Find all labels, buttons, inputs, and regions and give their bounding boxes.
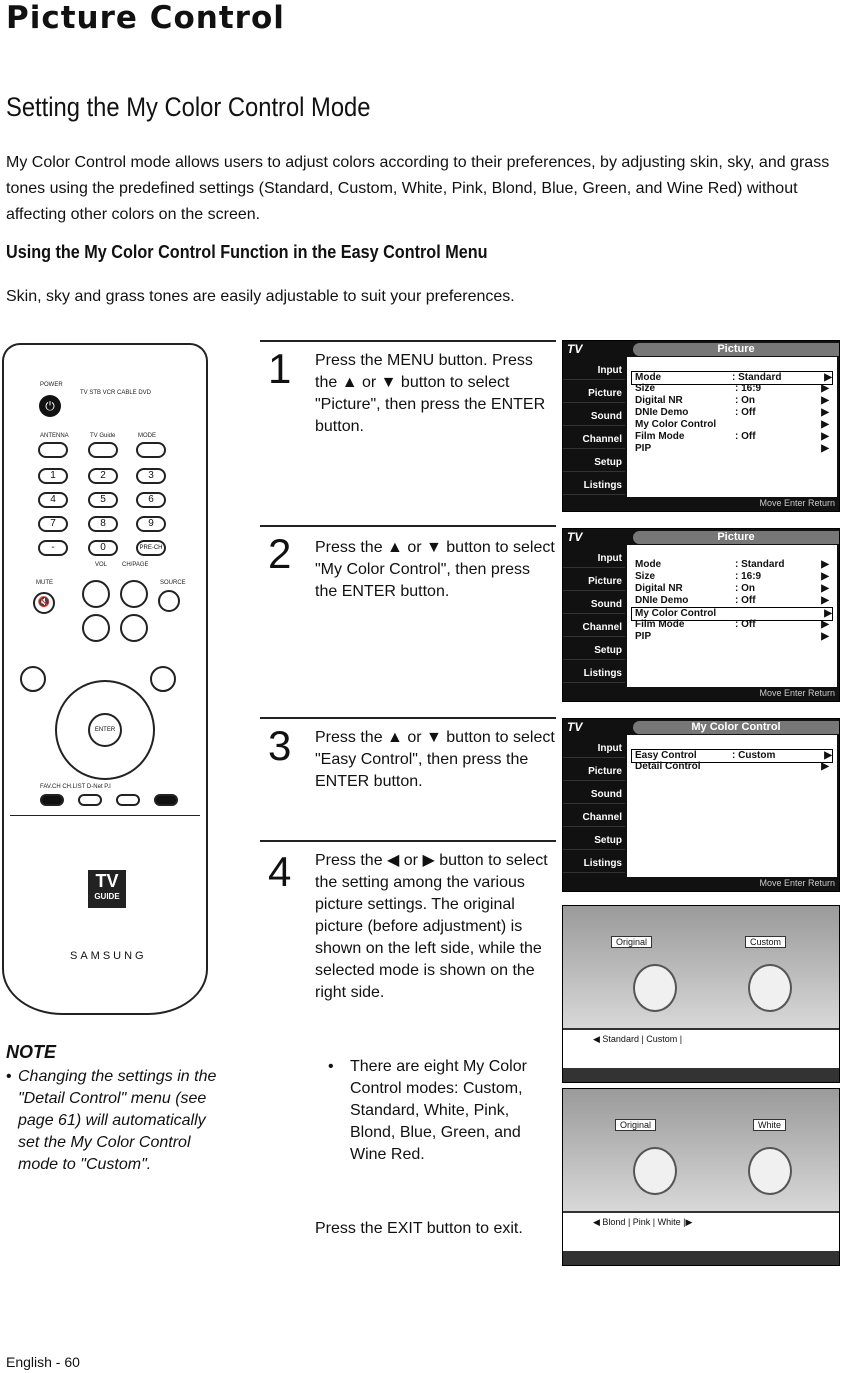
osd-row-film: Film Mode : Off ▶	[635, 619, 829, 630]
osd-sidebar	[563, 357, 625, 495]
mute-icon: 🔇	[33, 592, 55, 614]
enter-button: ENTER	[88, 713, 122, 747]
chlist-button	[78, 794, 102, 806]
step-3-number: 3	[268, 722, 292, 769]
osd-footer: Move Enter Return	[759, 878, 835, 888]
osd-footer: Move Enter Return	[759, 498, 835, 508]
comparison-screen-2	[562, 1088, 840, 1266]
osd-title: Picture	[633, 343, 839, 356]
subsection-title: Using the My Color Control Function in the Easy Control Menu	[6, 242, 488, 262]
step-4-number: 4	[268, 848, 292, 895]
osd-row-mode: Mode : Standard ▶	[631, 371, 833, 385]
osd-base	[563, 1251, 839, 1265]
osd-side-listings: Listings	[563, 850, 625, 873]
step-1-rule	[260, 340, 556, 342]
osd-tv-label: TV	[567, 530, 583, 544]
remote-power-label: POWER	[40, 382, 63, 388]
osd-footer: Move Enter Return	[759, 688, 835, 698]
key-2: 2	[88, 468, 118, 484]
power-icon: ⏻	[39, 395, 61, 417]
osd-side-input: Input	[563, 357, 625, 380]
key-dash: -	[38, 540, 68, 556]
pi-button	[154, 794, 178, 806]
antenna-button	[38, 442, 68, 458]
face-adjusted	[748, 1147, 792, 1195]
key-0: 0	[88, 540, 118, 556]
exit-instruction: Press the EXIT button to exit.	[315, 1220, 523, 1237]
osd-title: My Color Control	[633, 721, 839, 734]
remote-source-label: SOURCE	[160, 580, 186, 586]
page-footer: English - 60	[6, 1354, 80, 1370]
osd-side-sound: Sound	[563, 591, 625, 614]
note-title: NOTE	[6, 1042, 57, 1062]
step-1-text: Press the MENU button. Press the ▲ or ▼ button to select "Picture", then press the ENTER button.	[315, 352, 546, 435]
step-2-number: 2	[268, 530, 292, 577]
favch-button	[40, 794, 64, 806]
osd-row-pip: PIP ▶	[635, 443, 829, 454]
osd-mcc-menu	[562, 718, 840, 892]
remote-brand: SAMSUNG	[70, 950, 147, 962]
section-title: Setting the My Color Control Mode	[6, 92, 371, 122]
vol-up-button	[82, 580, 110, 608]
remote-mode-label: MODE	[138, 433, 156, 439]
osd-row-mcc: My Color Control ▶	[635, 419, 829, 430]
osd-row-size: Size : 16:9 ▶	[635, 571, 829, 582]
osd-panel	[627, 357, 837, 497]
face-original	[633, 1147, 677, 1195]
osd-side-picture: Picture	[563, 758, 625, 781]
tv-guide-logo: TV GUIDE	[88, 870, 126, 908]
label-original: Original	[611, 936, 652, 948]
osd-panel	[627, 545, 837, 687]
comparison-image	[563, 1089, 839, 1211]
label-original: Original	[615, 1119, 656, 1131]
remote-vol-label: VOL	[95, 562, 108, 568]
osd-side-listings: Listings	[563, 472, 625, 495]
osd-row-dnie: DNIe Demo : Off ▶	[635, 595, 829, 606]
osd-row-detail-control: Detail Control ▶	[635, 761, 829, 772]
osd-row-digitalnr: Digital NR : On ▶	[635, 395, 829, 406]
osd-side-sound: Sound	[563, 781, 625, 804]
ch-down-button	[120, 614, 148, 642]
page-title: Picture Control	[6, 0, 285, 36]
osd-side-input: Input	[563, 735, 625, 758]
step-3-text: Press the ▲ or ▼ button to select "Easy Control", then press the ENTER button.	[315, 729, 555, 790]
osd-panel	[627, 735, 837, 877]
key-prech: PRE-CH	[136, 540, 166, 556]
mode-selector-text: ◀ Blond | Pink | White |▶	[593, 1217, 693, 1227]
mode-button	[136, 442, 166, 458]
comparison-screen-1	[562, 905, 840, 1083]
remote-chpage-label: CH/PAGE	[122, 562, 149, 568]
vol-down-button	[82, 614, 110, 642]
osd-row-mcc: My Color Control ▶	[631, 607, 833, 621]
osd-side-input: Input	[563, 545, 625, 568]
osd-row-digitalnr: Digital NR : On ▶	[635, 583, 829, 594]
remote-modes-label: TV STB VCR CABLE DVD	[80, 390, 152, 396]
key-4: 4	[38, 492, 68, 508]
step-4-bullet: • There are eight My Color Control modes: Custom, Standard, White, Pink, Blond, Blue, Green, and Wine Red.	[328, 1056, 550, 1166]
osd-row-easy-control: Easy Control : Custom ▶	[631, 749, 833, 763]
remote-mute-label: MUTE	[36, 580, 53, 586]
face-original	[633, 964, 677, 1012]
step-2-text: Press the ▲ or ▼ button to select "My Color Control", then press the ENTER button.	[315, 539, 555, 600]
osd-side-setup: Setup	[563, 449, 625, 472]
key-5: 5	[88, 492, 118, 508]
osd-side-picture: Picture	[563, 380, 625, 403]
osd-row-film: Film Mode : Off ▶	[635, 431, 829, 442]
tvguide-button	[88, 442, 118, 458]
osd-tv-label: TV	[567, 720, 583, 734]
comparison-image	[563, 906, 839, 1028]
step-4-rule	[260, 840, 556, 842]
step-1-number: 1	[268, 345, 292, 392]
osd-side-channel: Channel	[563, 614, 625, 637]
intro-paragraph: My Color Control mode allows users to adjust colors according to their preferences, by adjusting skin, sky, and grass tones using the predefined settings (Standard, Custom, White, Pink, Blond, Blue, Green, and Wine Red) without affecting other colors on the screen.	[6, 154, 830, 223]
osd-row-dnie: DNIe Demo : Off ▶	[635, 407, 829, 418]
subsection-text: Skin, sky and grass tones are easily adjustable to suit your preferences.	[6, 288, 515, 305]
osd-base	[563, 1068, 839, 1082]
menu-button	[20, 666, 46, 692]
remote-divider	[10, 815, 200, 816]
osd-side-channel: Channel	[563, 804, 625, 827]
mode-selector-text: ◀ Standard | Custom |	[593, 1034, 683, 1044]
osd-title: Picture	[633, 531, 839, 544]
osd-row-pip: PIP ▶	[635, 631, 829, 642]
key-1: 1	[38, 468, 68, 484]
key-9: 9	[136, 516, 166, 532]
osd-picture-menu-2	[562, 528, 840, 702]
osd-side-channel: Channel	[563, 426, 625, 449]
dnet-button	[116, 794, 140, 806]
key-3: 3	[136, 468, 166, 484]
remote-bottom-labels: FAV.CH CH.LIST D-Net P.I	[40, 784, 111, 790]
face-adjusted	[748, 964, 792, 1012]
osd-side-picture: Picture	[563, 568, 625, 591]
label-custom: Custom	[745, 936, 786, 948]
osd-side-setup: Setup	[563, 637, 625, 660]
key-6: 6	[136, 492, 166, 508]
key-7: 7	[38, 516, 68, 532]
osd-row-size: Size : 16:9 ▶	[635, 383, 829, 394]
osd-tv-label: TV	[567, 342, 583, 356]
step-4-text: Press the ◀ or ▶ button to select the setting among the various picture settings. The original picture (before adjustment) is shown on the left side, while the selected mode is shown on the right side.	[315, 852, 548, 1001]
exit-button	[150, 666, 176, 692]
step-3-rule	[260, 717, 556, 719]
step-2-rule	[260, 525, 556, 527]
osd-side-listings: Listings	[563, 660, 625, 683]
remote-tvguide-label: TV Guide	[90, 433, 116, 439]
source-button	[158, 590, 180, 612]
key-8: 8	[88, 516, 118, 532]
osd-picture-menu-1	[562, 340, 840, 512]
remote-antenna-label: ANTENNA	[40, 433, 69, 439]
osd-row-mode: Mode : Standard ▶	[635, 559, 829, 570]
osd-sidebar	[563, 545, 625, 683]
note-text: • Changing the settings in the "Detail Control" menu (see page 61) will automatically set the My Color Control mode to "Custom".	[18, 1066, 218, 1176]
osd-side-sound: Sound	[563, 403, 625, 426]
ch-up-button	[120, 580, 148, 608]
osd-sidebar	[563, 735, 625, 873]
label-white: White	[753, 1119, 786, 1131]
osd-side-setup: Setup	[563, 827, 625, 850]
